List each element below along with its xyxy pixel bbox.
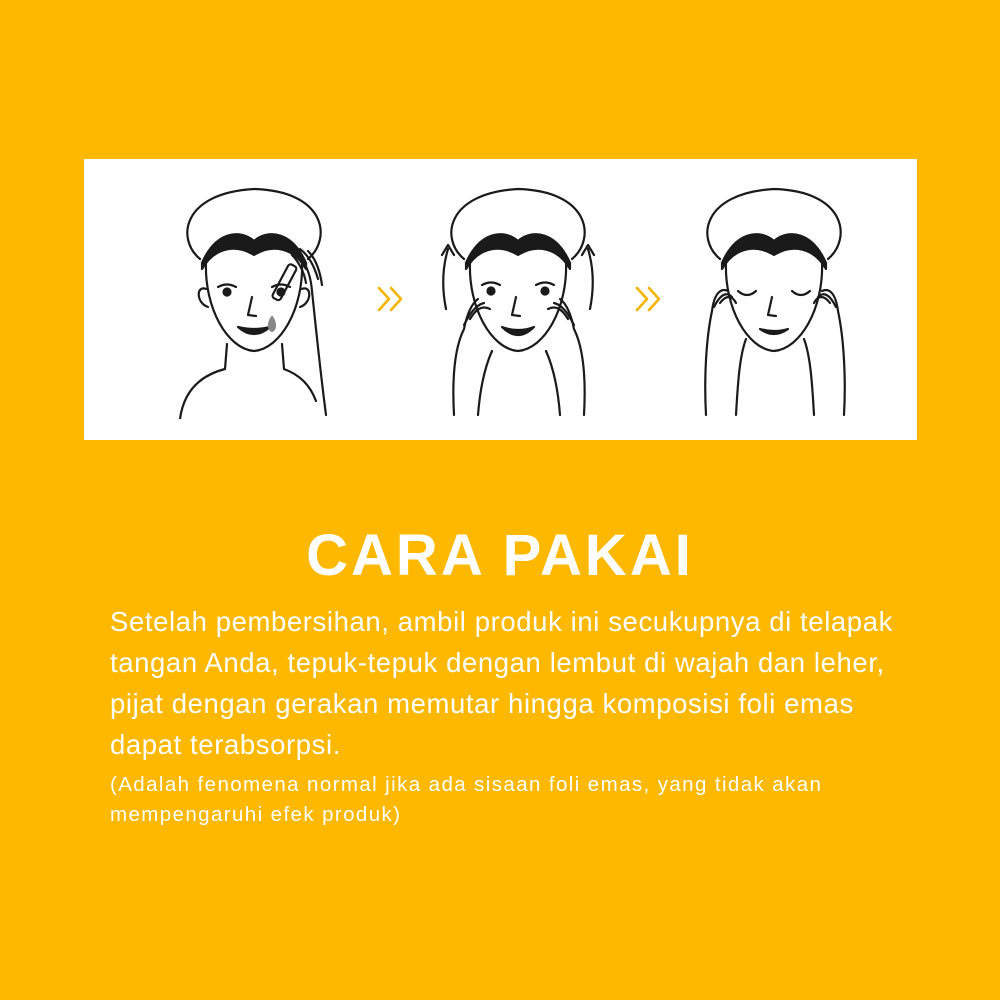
double-chevron-right-icon <box>374 284 408 314</box>
step-2-illustration <box>434 179 604 419</box>
face-applying-drops-icon <box>170 179 340 419</box>
double-chevron-right-icon <box>632 284 666 314</box>
usage-description: Setelah pembersihan, ambil produk ini secukupnya di telapak tangan Anda, tepuk-tepuk dengan lembut di wajah dan leher, pijat dengan gerakan memutar hingga komposisi foli emas dapat terabsorpsi. <box>110 606 893 760</box>
face-massaging-upward-icon <box>434 179 604 419</box>
page-title: CARA PAKAI <box>306 523 694 588</box>
step-3-illustration <box>690 179 860 419</box>
face-patting-cheeks-icon <box>690 179 860 419</box>
steps-illustration-panel <box>84 159 917 440</box>
usage-note: (Adalah fenomena normal jika ada sisaan foli emas, yang tidak akan mempengaruhi efek produk) <box>110 773 823 826</box>
step-1-illustration <box>170 179 340 419</box>
